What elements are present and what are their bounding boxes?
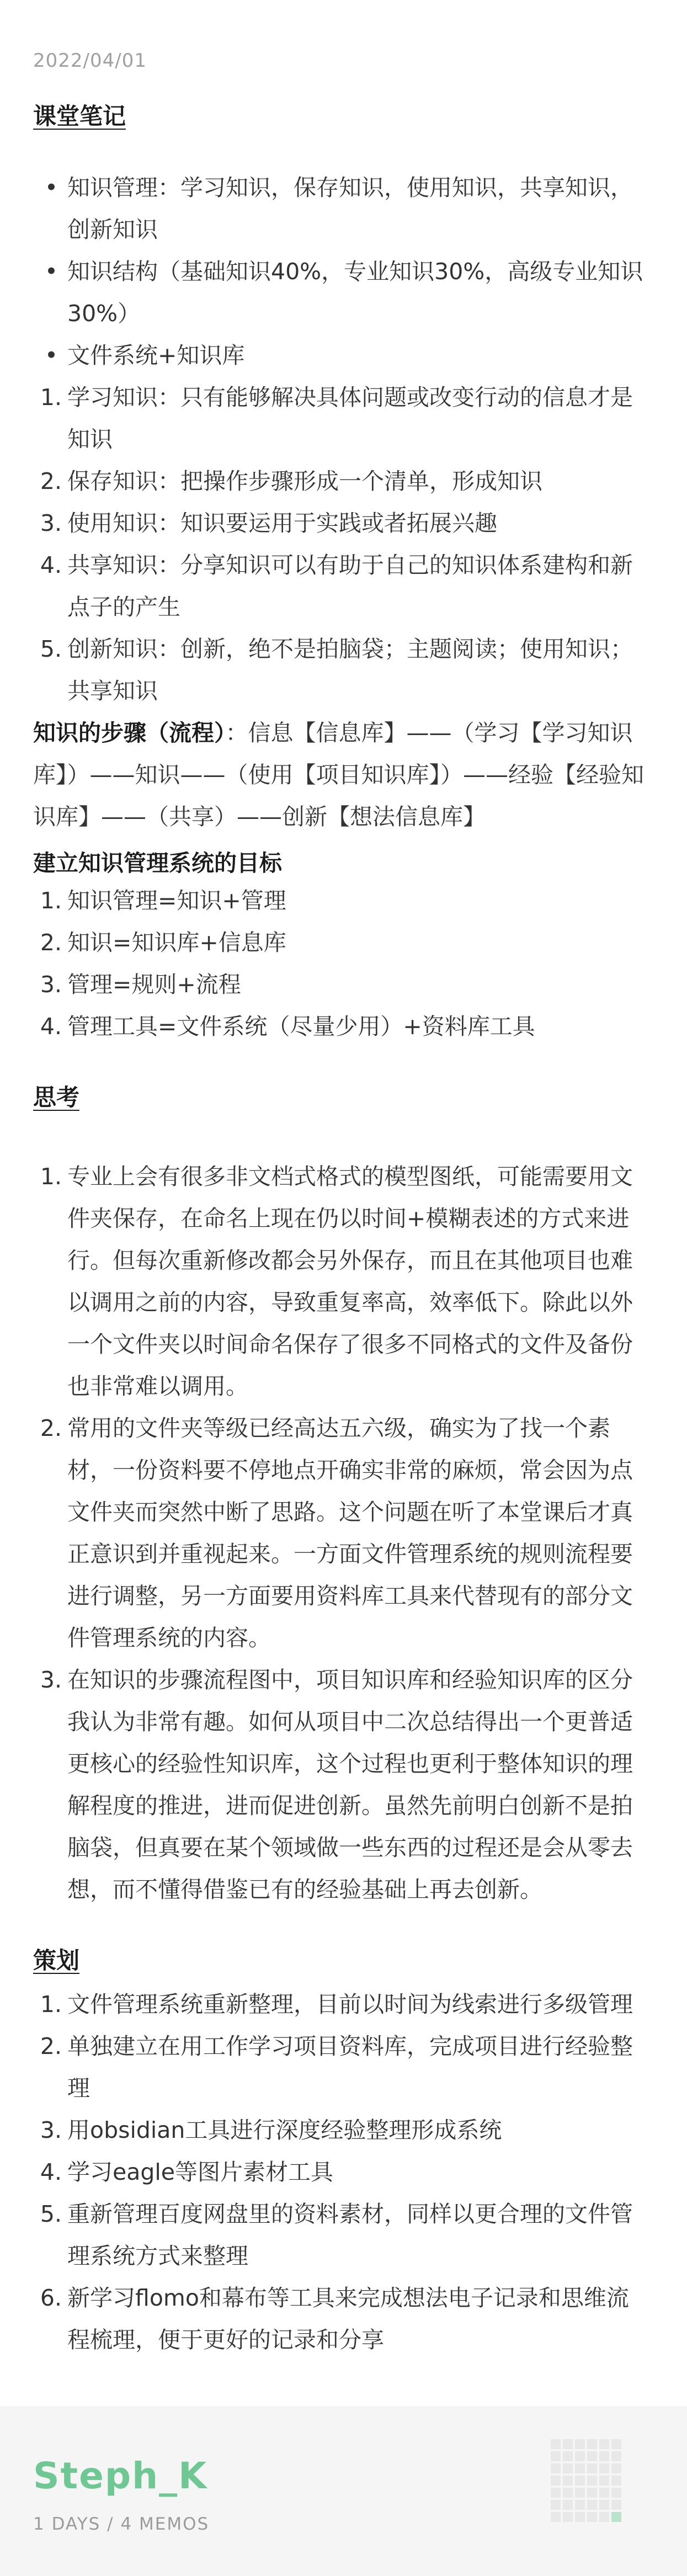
list-number: 1. — [40, 384, 62, 411]
list-number: 1. — [40, 1163, 62, 1190]
heatmap-cell — [587, 2476, 597, 2485]
heatmap-cell — [563, 2439, 573, 2449]
list-number: 2. — [40, 929, 62, 956]
steps-label: 知识的步骤（流程） — [33, 720, 226, 746]
heatmap-cell — [611, 2488, 621, 2498]
list-number: 2. — [40, 1415, 62, 1441]
list-item-text: 使用知识：知识要运用于实践或者拓展兴趣 — [67, 510, 497, 536]
heatmap-cell — [551, 2439, 561, 2449]
list-item — [33, 2025, 648, 2109]
goal-heading: 建立知识管理系统的目标 — [33, 850, 282, 876]
list-item-text: 管理=规则+流程 — [67, 971, 241, 998]
list-item-text: 知识管理=知识+管理 — [67, 887, 286, 914]
list-item — [33, 334, 648, 376]
list-number: 2. — [40, 2033, 62, 2059]
heatmap-cell — [611, 2476, 621, 2485]
list-item — [33, 628, 648, 712]
heatmap-cell — [611, 2512, 621, 2522]
list-item — [33, 1005, 648, 1047]
plan-heading: 策划 — [33, 1947, 80, 1974]
memo-footer — [0, 2406, 687, 2576]
list-item-text: 用obsidian工具进行深度经验整理形成系统 — [67, 2117, 502, 2143]
heatmap-cell — [551, 2463, 561, 2473]
heatmap-cell — [551, 2488, 561, 2498]
heatmap-cell — [563, 2512, 573, 2522]
bullet-icon: • — [44, 174, 58, 201]
list-item-text: 学习eagle等图片素材工具 — [67, 2159, 333, 2185]
plan-list-wrap — [33, 1983, 648, 2361]
heatmap-cell — [599, 2476, 609, 2485]
list-item-text: 创新知识：创新，绝不是拍脑袋；主题阅读；使用知识；共享知识 — [67, 636, 633, 704]
bullet-icon: • — [44, 342, 58, 369]
heatmap-cell — [551, 2476, 561, 2485]
heatmap-cell — [575, 2451, 585, 2461]
heatmap-cell — [599, 2512, 609, 2522]
heatmap-cell — [599, 2439, 609, 2449]
heatmap-cell — [587, 2439, 597, 2449]
list-number: 2. — [40, 468, 62, 494]
list-item-text: 学习知识：只有能够解决具体问题或改变行动的信息才是知识 — [67, 384, 633, 453]
list-item — [33, 376, 648, 460]
list-number: 3. — [40, 971, 62, 998]
list-item-text: 单独建立在用工作学习项目资料库，完成项目进行经验整理 — [67, 2033, 633, 2101]
heatmap-cell — [587, 2463, 597, 2473]
heatmap-cell — [599, 2500, 609, 2510]
list-number: 3. — [40, 510, 62, 536]
think-heading: 思考 — [33, 1084, 80, 1111]
list-number: 3. — [40, 2117, 62, 2143]
heatmap-cell — [611, 2451, 621, 2461]
heatmap-cell — [587, 2451, 597, 2461]
think-list-wrap — [33, 1156, 648, 1910]
bullet-icon: • — [44, 258, 58, 285]
memo-stats: 1 DAYS / 4 MEMOS — [33, 2514, 210, 2534]
list-item — [33, 2151, 648, 2193]
list-item — [33, 1659, 648, 1910]
heatmap-cell — [575, 2476, 585, 2485]
list-number: 1. — [40, 1991, 62, 2018]
list-number: 1. — [40, 887, 62, 914]
list-item — [33, 544, 648, 628]
list-item-text: 知识管理：学习知识，保存知识，使用知识，共享知识，创新知识 — [67, 174, 633, 243]
heatmap-cell — [575, 2488, 585, 2498]
list-item — [33, 1156, 648, 1407]
list-item — [33, 502, 648, 544]
username: Steph_K — [33, 2455, 208, 2497]
list-item — [33, 251, 648, 334]
list-item-text: 专业上会有很多非文档式格式的模型图纸，可能需要用文件夹保存，在命名上现在仍以时间+模糊表述的方式来进行。但每次重新修改都会另外保存，而且在其他项目也难以调用之前的内容，导致重复率高，效率低下。除此以外一个文件夹以时间命名保存了很多不同格式的文件及备份也非常难以调用。 — [67, 1163, 633, 1399]
list-item — [33, 2277, 648, 2361]
list-item-text: 常用的文件夹等级已经高达五六级，确实为了找一个素材，一份资料要不停地点开确实非常的麻烦，常会因为点文件夹而突然中断了思路。这个问题在听了本堂课后才真正意识到并重视起来。一方面文件管理系统的规则流程要进行调整，另一方面要用资料库工具来代替现有的部分文件管理系统的内容。 — [67, 1415, 633, 1651]
memo-date: 2022/04/01 — [33, 50, 147, 72]
notes-numbered-list — [33, 376, 648, 712]
notes-lists — [33, 167, 648, 712]
list-number: 5. — [40, 2201, 62, 2227]
list-item — [33, 1407, 648, 1659]
list-item — [33, 1983, 648, 2025]
list-item-text: 在知识的步骤流程图中，项目知识库和经验知识库的区分我认为非常有趣。如何从项目中二次总结得出一个更普适更核心的经验性知识库，这个过程也更利于整体知识的理解程度的推进，进而促进创新。虽然先前明白创新不是拍脑袋，但真要在某个领域做一些东西的过程还是会从零去想，而不懂得借鉴已有的经验基础上再去创新。 — [67, 1667, 633, 1903]
notes-heading: 课堂笔记 — [33, 103, 126, 130]
plan-numbered-list — [33, 1983, 648, 2361]
heatmap-cell — [551, 2500, 561, 2510]
heatmap-cell — [551, 2451, 561, 2461]
list-item-text: 保存知识：把操作步骤形成一个清单，形成知识 — [67, 468, 542, 494]
heatmap-cell — [563, 2476, 573, 2485]
heatmap-cell — [611, 2439, 621, 2449]
list-number: 4. — [40, 552, 62, 578]
notes-bullet-list — [33, 167, 648, 376]
heatmap-cell — [599, 2488, 609, 2498]
heatmap-cell — [575, 2500, 585, 2510]
list-item-text: 新学习flomo和幕布等工具来完成想法电子记录和思维流程梳理，便于更好的记录和分享 — [67, 2285, 629, 2353]
heatmap-cell — [587, 2500, 597, 2510]
list-number: 4. — [40, 2159, 62, 2185]
heatmap-cell — [611, 2463, 621, 2473]
list-item-text: 文件系统+知识库 — [67, 342, 245, 369]
goal-list-wrap — [33, 880, 648, 1047]
steps-text: ：信息【信息库】——（学习【学习知识库】）——知识——（使用【项目知识库】）——经验【经验知识库】——（共享）——创新【想法信息库】 — [33, 720, 644, 830]
list-item — [33, 922, 648, 964]
list-item-text: 管理工具=文件系统（尽量少用）+资料库工具 — [67, 1013, 535, 1040]
list-item — [33, 964, 648, 1005]
list-item — [33, 460, 648, 502]
think-numbered-list — [33, 1156, 648, 1910]
goal-numbered-list — [33, 880, 648, 1047]
list-item-text: 共享知识：分享知识可以有助于自己的知识体系建构和新点子的产生 — [67, 552, 633, 620]
heatmap-cell — [551, 2512, 561, 2522]
list-number: 3. — [40, 1667, 62, 1693]
heatmap-cell — [599, 2463, 609, 2473]
list-item — [33, 2109, 648, 2151]
list-number: 4. — [40, 1013, 62, 1040]
list-item-text: 重新管理百度网盘里的资料素材，同样以更合理的文件管理系统方式来整理 — [67, 2201, 633, 2269]
list-item — [33, 2193, 648, 2277]
heatmap-cell — [587, 2488, 597, 2498]
heatmap-cell — [599, 2451, 609, 2461]
heatmap-cell — [575, 2463, 585, 2473]
heatmap-cell — [563, 2451, 573, 2461]
list-number: 6. — [40, 2285, 62, 2311]
heatmap-cell — [563, 2500, 573, 2510]
heatmap-cell — [575, 2439, 585, 2449]
heatmap-cell — [587, 2512, 597, 2522]
list-item-text: 知识=知识库+信息库 — [67, 929, 286, 956]
list-item — [33, 880, 648, 922]
list-item-text: 知识结构（基础知识40%，专业知识30%，高级专业知识30%） — [67, 258, 643, 327]
knowledge-steps-paragraph — [33, 712, 654, 838]
heatmap-cell — [563, 2463, 573, 2473]
list-item-text: 文件管理系统重新整理，目前以时间为线索进行多级管理 — [67, 1991, 633, 2018]
heatmap-cell — [611, 2500, 621, 2510]
list-item — [33, 167, 648, 251]
list-number: 5. — [40, 636, 62, 662]
heatmap-cell — [575, 2512, 585, 2522]
heatmap-cell — [563, 2488, 573, 2498]
